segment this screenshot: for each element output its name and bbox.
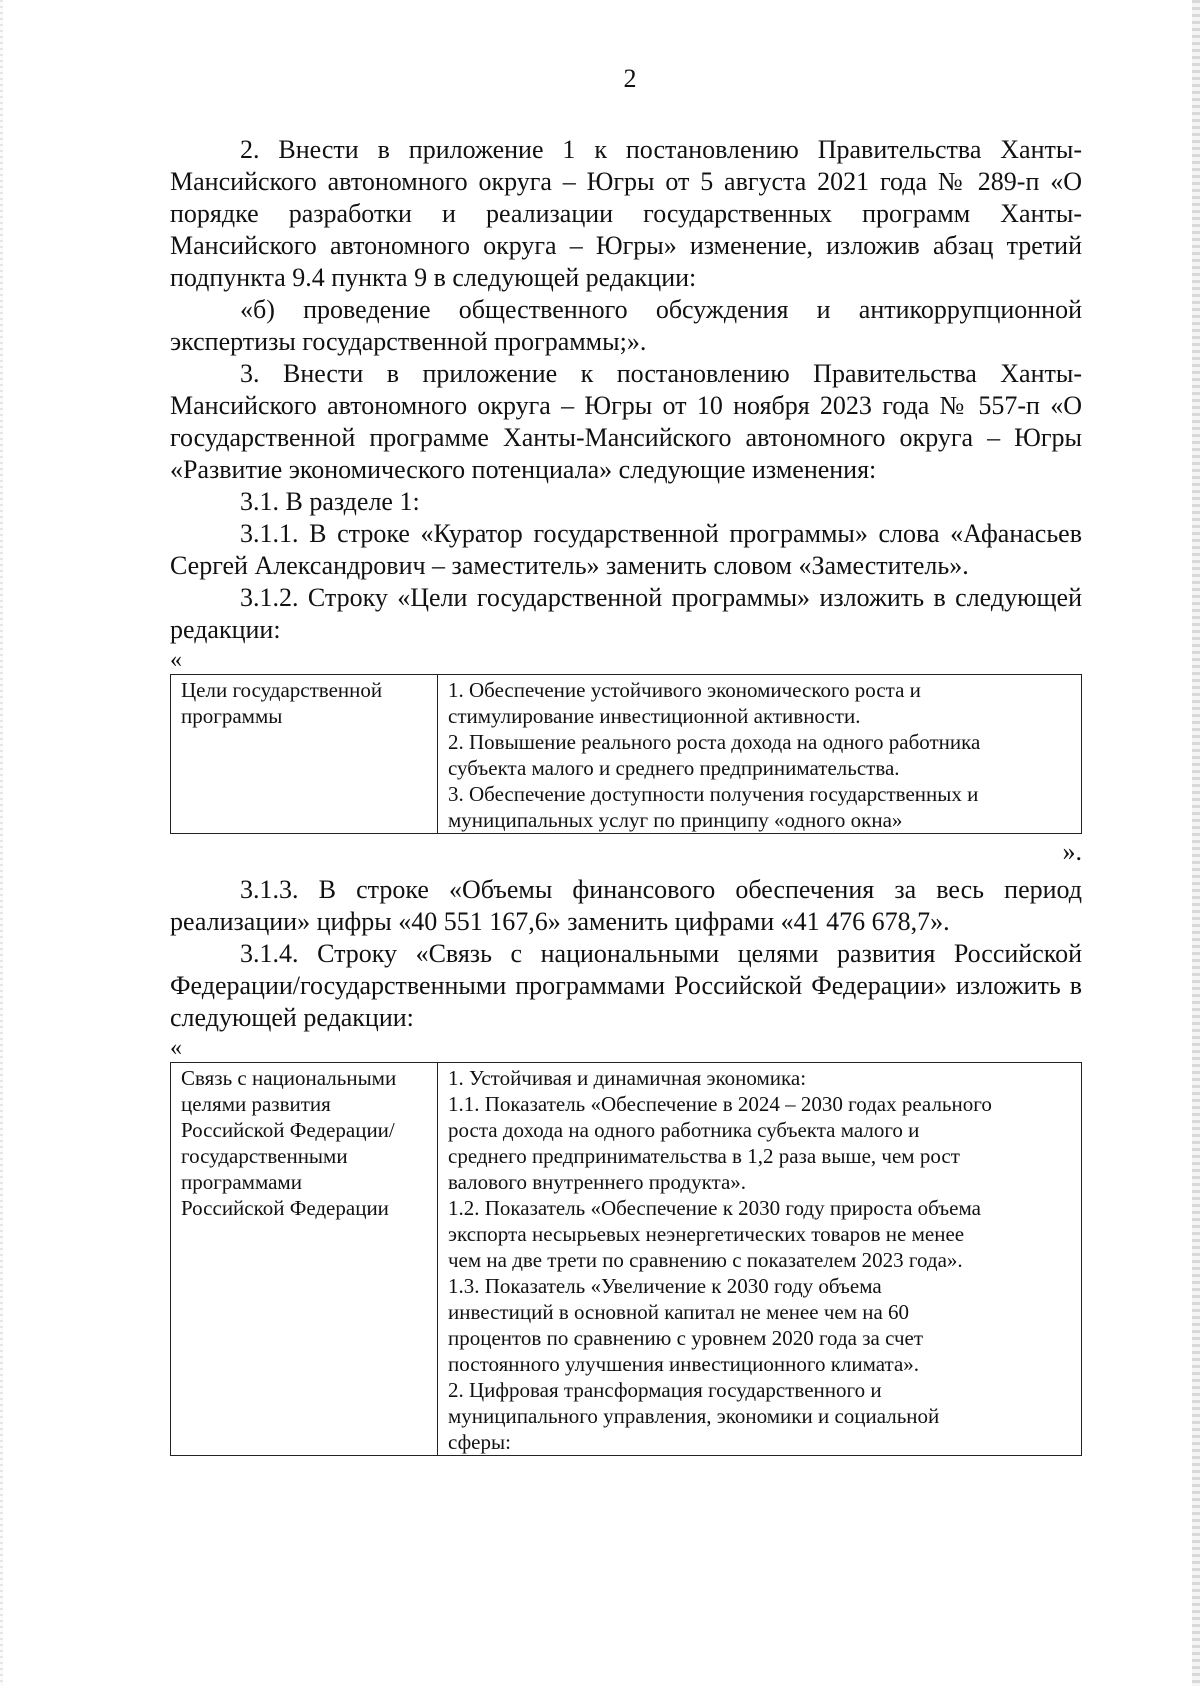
table-line: целями развития [181, 1092, 331, 1116]
table-row [171, 675, 1082, 834]
national-goals-table [170, 1062, 1082, 1456]
paragraph-3-1-3: 3.1.3. В строке «Объемы финансового обеспечения за весь период реализации» цифры «40 551 167,6» заменить цифрами «41 476 678,7». [170, 875, 1082, 936]
table-line: 1.2. Показатель «Обеспечение к 2030 году прироста объема [448, 1196, 981, 1220]
table-line: программы [181, 704, 283, 728]
table-line: Российской Федерации/ [181, 1118, 395, 1142]
table-line: среднего предпринимательства в 1,2 раза выше, чем рост [448, 1144, 960, 1168]
table2-open-quote: « [170, 1035, 182, 1061]
table-line: Связь с национальными [181, 1066, 397, 1090]
table-line: 2. Повышение реального роста дохода на одного работника [448, 730, 981, 754]
goals-label-cell [171, 675, 438, 834]
table-line: процентов по сравнению с уровнем 2020 года за счет [448, 1326, 924, 1350]
table-row [171, 1063, 1082, 1456]
table-line: валового внутреннего продукта». [448, 1170, 747, 1194]
scan-edge-left [0, 0, 3, 1686]
table-line: 1. Устойчивая и динамичная экономика: [448, 1066, 807, 1090]
table-line: инвестиций в основной капитал не менее чем на 60 [448, 1300, 910, 1324]
paragraph-3-1-4: 3.1.4. Строку «Связь с национальными целями развития Российской Федерации/государственными программами Российской Федерации» изложить в следующей редакции: [170, 939, 1082, 1032]
table-line: государственными [181, 1144, 348, 1168]
document-body [170, 134, 1082, 1456]
table-line: 1. Обеспечение устойчивого экономического роста и [448, 678, 921, 702]
goals-table [170, 674, 1082, 834]
page-number: 2 [623, 64, 637, 93]
table-line: 3. Обеспечение доступности получения государственных и [448, 782, 979, 806]
paragraph-3-1-2: 3.1.2. Строку «Цели государственной программы» изложить в следующей редакции: [170, 583, 1082, 644]
paragraph-3-1: 3.1. В разделе 1: [240, 487, 420, 516]
table-line: программами [181, 1170, 302, 1194]
scan-edge-right [1192, 0, 1200, 1686]
table1-close-quote: ». [1062, 837, 1082, 866]
paragraph-3: 3. Внести в приложение к постановлению Правительства Ханты-Мансийского автономного округа – Югры от 10 ноября 2023 года № 557-п «О государственной программе Ханты-Мансийского автономного округа – Югры «Развитие экономического потенциала» следующие изменения: [170, 359, 1082, 484]
table-line: Цели государственной [181, 678, 383, 702]
table-line: 2. Цифровая трансформация государственного и [448, 1378, 882, 1402]
table-line: 1.1. Показатель «Обеспечение в 2024 – 2030 годах реального [448, 1092, 992, 1116]
paragraph-2-quote: «б) проведение общественного обсуждения и антикоррупционной экспертизы государственной программы;». [170, 295, 1082, 356]
table-line: муниципальных услуг по принципу «одного окна» [448, 808, 903, 832]
goals-content-cell [438, 675, 1082, 834]
table-line: стимулирование инвестиционной активности. [448, 704, 861, 728]
table-line: роста дохода на одного работника субъекта малого и [448, 1118, 920, 1142]
table-line: экспорта несырьевых неэнергетических товаров не менее [448, 1222, 965, 1246]
paragraph-3-1-1: 3.1.1. В строке «Куратор государственной программы» слова «Афанасьев Сергей Александрович – заместитель» заменить словом «Заместитель». [170, 519, 1082, 580]
table-line: сферы: [448, 1430, 511, 1454]
table-line: чем на две трети по сравнению с показателем 2023 года». [448, 1248, 963, 1272]
table-line: субъекта малого и среднего предпринимательства. [448, 756, 900, 780]
table1-open-quote: « [170, 647, 182, 673]
paragraph-2: 2. Внести в приложение 1 к постановлению Правительства Ханты-Мансийского автономного округа – Югры от 5 августа 2021 года № 289-п «О порядке разработки и реализации государственных программ Ханты-Мансийского автономного округа – Югры» изменение, изложив абзац третий подпункта 9.4 пункта 9 в следующей редакции: [170, 135, 1082, 292]
table-line: Российской Федерации [181, 1196, 389, 1220]
table-line: постоянного улучшения инвестиционного климата». [448, 1352, 920, 1376]
table-line: муниципального управления, экономики и социальной [448, 1404, 940, 1428]
table-line: 1.3. Показатель «Увеличение к 2030 году объема [448, 1274, 882, 1298]
national-goals-label-cell [171, 1063, 438, 1456]
national-goals-content-cell [438, 1063, 1082, 1456]
